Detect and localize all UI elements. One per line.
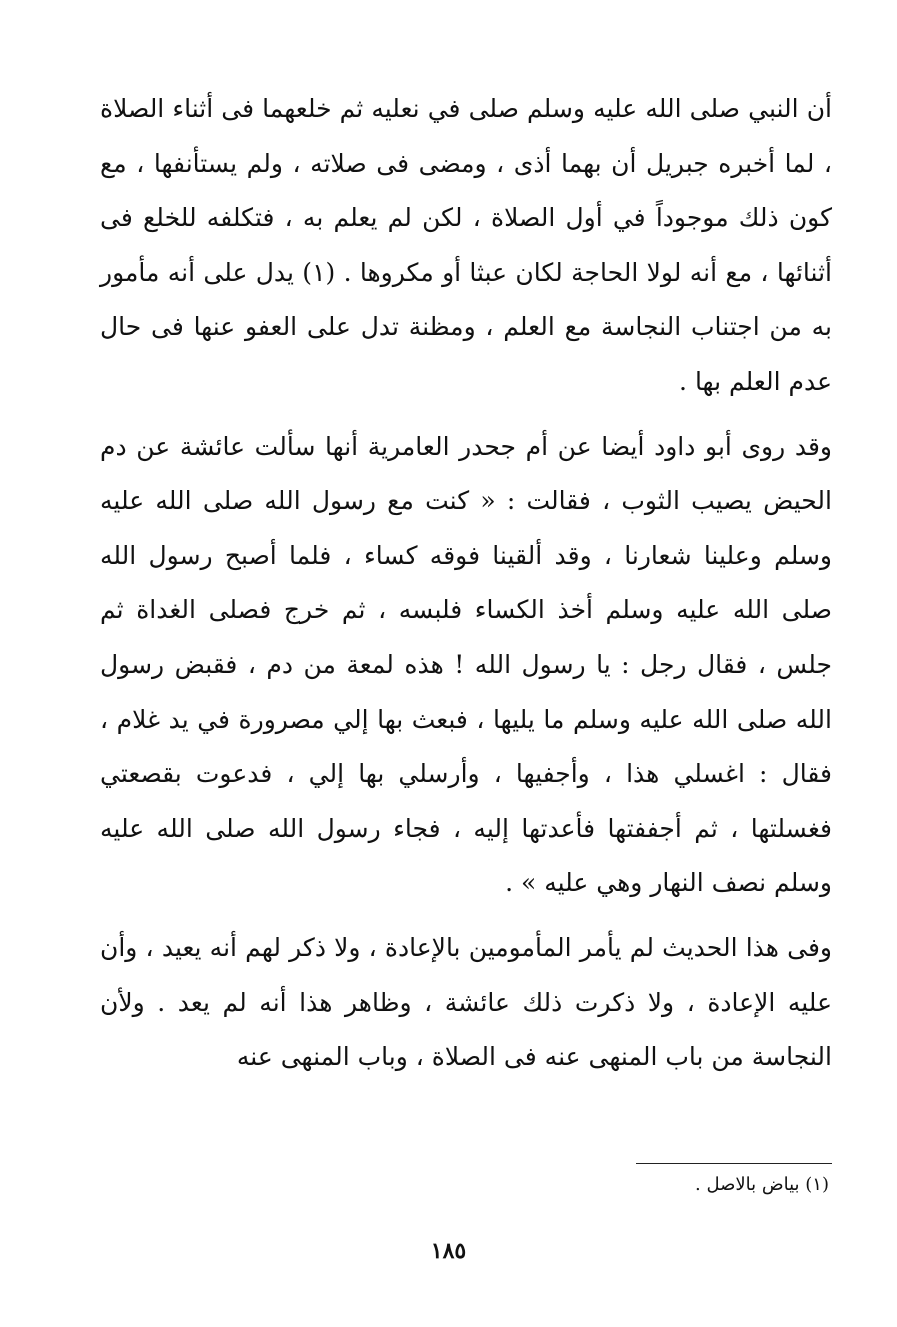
paragraph-1: أن النبي صلى الله عليه وسلم صلى في نعليه ثم خلعهما فى أثناء الصلاة ، لما أخبره جبريل أن بهما أذى ، ومضى فى صلاته ، ولم يستأنفها ، مع كون ذلك موجوداً في أول الصلاة ، لكن لم يعلم به ، فتكلفه للخلع فى أثنائها ، مع أنه لولا الحاجة لكان عبثا أو مكروها . (١) يدل على أنه مأمور به من اجتناب النجاسة مع العلم ، ومظنة تدل على العفو عنها فى حال عدم العلم بها . (100, 94, 832, 396)
page-number: ١٨٥ (430, 1238, 467, 1264)
footnote: (١) بياض بالاصل . (695, 1174, 829, 1195)
paragraph-2: وقد روى أبو داود أيضا عن أم جحدر العامرية أنها سألت عائشة عن دم الحيض يصيب الثوب ، فقالت : « كنت مع رسول الله صلى الله عليه وسلم وعلينا شعارنا ، وقد ألقينا فوقه كساء ، فلما أصبح رسول الله صلى الله عليه وسلم أخذ الكساء فلبسه ، ثم خرج فصلى الغداة ثم جلس ، فقال رجل : يا رسول الله ! هذه لمعة من دم ، فقبض رسول الله صلى الله عليه وسلم ما يليها ، فبعث بها إلي مصرورة في يد غلام ، فقال : اغسلي هذا ، وأجفيها ، وأرسلي بها إلي ، فدعوت بقصعتي فغسلتها ، ثم أجففتها فأعدتها إليه ، فجاء رسول الله صلى الله عليه وسلم نصف النهار وهي عليه » . (100, 431, 832, 898)
paragraph-3: وفى هذا الحديث لم يأمر المأمومين بالإعادة ، ولا ذكر لهم أنه يعيد ، وأن عليه الإعادة ، ولا ذكرت ذلك عائشة ، وظاهر هذا أنه لم يعد . ولأن النجاسة من باب المنهى عنه فى الصلاة ، وباب المنهى عنه (100, 932, 832, 1072)
main-text (100, 82, 832, 1085)
footnote-divider (636, 1163, 832, 1164)
